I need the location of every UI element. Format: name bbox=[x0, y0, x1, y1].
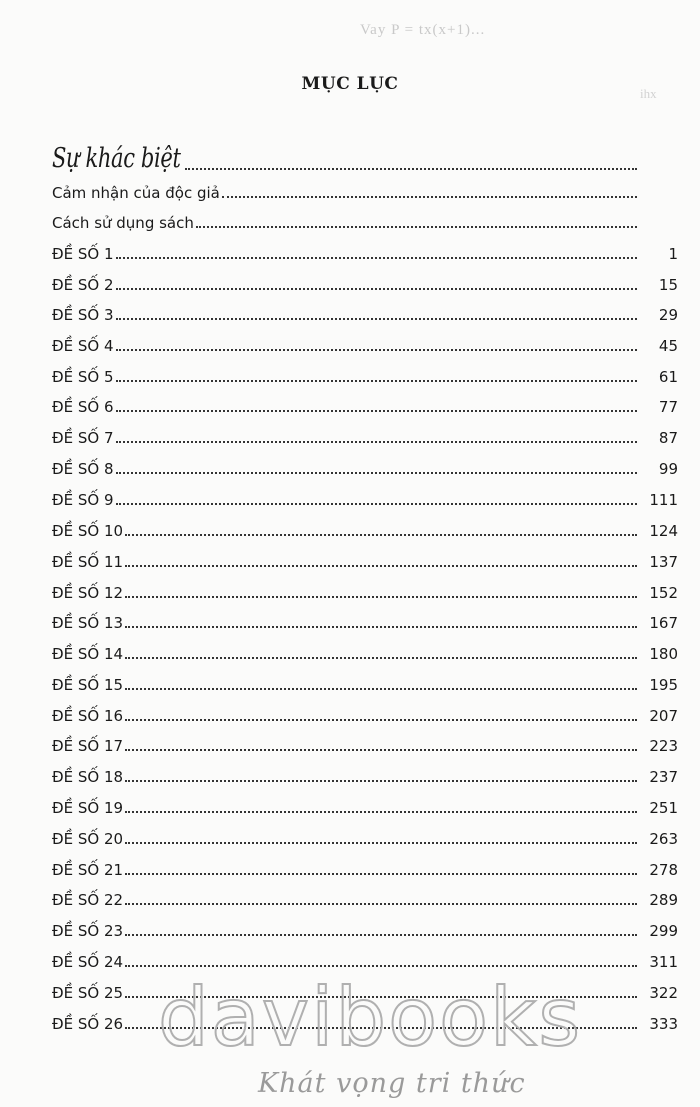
toc-leader-dots bbox=[125, 533, 637, 536]
toc-entry-page: 207 bbox=[649, 707, 678, 725]
toc-leader-dots bbox=[116, 256, 637, 259]
toc-entry-label: ĐỀ SỐ 17 bbox=[52, 737, 124, 755]
toc-leader-dots bbox=[116, 348, 637, 351]
toc-leader-dots bbox=[116, 471, 637, 474]
toc-leader-dots bbox=[125, 779, 637, 782]
toc-entry-page: 77 bbox=[658, 398, 678, 416]
toc-entry-page: 251 bbox=[649, 799, 678, 817]
toc-entry-de-1[interactable] bbox=[52, 237, 678, 263]
toc-entry-de-6[interactable] bbox=[52, 390, 678, 416]
toc-entry-page: 299 bbox=[649, 922, 678, 940]
toc-entry-label: Sự khác biệt bbox=[52, 143, 181, 174]
toc-entry-label: ĐỀ SỐ 19 bbox=[52, 799, 124, 817]
toc-entry-de-4[interactable] bbox=[52, 329, 678, 355]
toc-leader-dots bbox=[116, 317, 637, 320]
toc-entry-de-8[interactable] bbox=[52, 452, 678, 478]
toc-entry-de-2[interactable] bbox=[52, 268, 678, 294]
toc-leader-dots bbox=[125, 902, 637, 905]
toc-entry-page: 278 bbox=[649, 861, 678, 879]
toc-entry-page: 322 bbox=[649, 984, 678, 1002]
page-title: MỤC LỤC bbox=[301, 74, 399, 94]
toc-entry-page: 289 bbox=[649, 891, 678, 909]
toc-entry-de-13[interactable] bbox=[52, 606, 678, 632]
toc-leader-dots bbox=[125, 595, 637, 598]
toc-entry-de-17[interactable] bbox=[52, 729, 678, 755]
toc-entry-label: Cảm nhận của độc giả bbox=[52, 184, 220, 202]
toc-leader-dots bbox=[125, 625, 637, 628]
toc-entry-page: 223 bbox=[649, 737, 678, 755]
toc-entry-de-9[interactable] bbox=[52, 483, 678, 509]
toc-entry-label: ĐỀ SỐ 12 bbox=[52, 584, 124, 602]
toc-entry-de-11[interactable] bbox=[52, 545, 678, 571]
toc-entry-page: 61 bbox=[658, 368, 678, 386]
toc-leader-dots bbox=[185, 167, 637, 170]
toc-leader-dots bbox=[125, 564, 637, 567]
toc-leader-dots bbox=[125, 810, 637, 813]
toc-entry-page: 311 bbox=[649, 953, 678, 971]
toc-entry-page: 1 bbox=[668, 245, 678, 263]
toc-leader-dots bbox=[116, 502, 637, 505]
toc-leader-dots bbox=[116, 287, 637, 290]
toc-entry-de-23[interactable] bbox=[52, 914, 678, 940]
toc-entry-page: 99 bbox=[658, 460, 678, 478]
toc-leader-dots bbox=[116, 440, 637, 443]
toc-entry-page: 15 bbox=[658, 276, 678, 294]
bleed-through-text-2: ihx bbox=[640, 86, 657, 101]
watermark-logo: davibooks bbox=[158, 971, 583, 1064]
toc-entry-label: ĐỀ SỐ 18 bbox=[52, 768, 124, 786]
toc-leader-dots bbox=[125, 748, 637, 751]
toc-entry-label: ĐỀ SỐ 22 bbox=[52, 891, 124, 909]
toc-entry-label: ĐỀ SỐ 15 bbox=[52, 676, 124, 694]
toc-entry-label: ĐỀ SỐ 11 bbox=[52, 553, 124, 571]
toc-entry-page: 111 bbox=[649, 491, 678, 509]
toc-entry-label: ĐỀ SỐ 7 bbox=[52, 429, 114, 447]
toc-leader-dots bbox=[125, 933, 637, 936]
toc-entry-label: ĐỀ SỐ 24 bbox=[52, 953, 124, 971]
toc-entry-label: ĐỀ SỐ 3 bbox=[52, 306, 114, 324]
toc-leader-dots bbox=[125, 964, 637, 967]
toc-entry-label: ĐỀ SỐ 8 bbox=[52, 460, 114, 478]
toc-entry-page: 263 bbox=[649, 830, 678, 848]
toc-entry-de-19[interactable] bbox=[52, 791, 678, 817]
toc-entry-label: ĐỀ SỐ 16 bbox=[52, 707, 124, 725]
bleed-through-text: Vay P = tx(x+1)... bbox=[360, 22, 486, 38]
toc-leader-dots bbox=[125, 687, 637, 690]
toc-leader-dots bbox=[125, 656, 637, 659]
toc-entry-label: ĐỀ SỐ 9 bbox=[52, 491, 114, 509]
toc-entry-page: 333 bbox=[649, 1015, 678, 1033]
toc-entry-label: ĐỀ SỐ 2 bbox=[52, 276, 114, 294]
toc-entry-de-12[interactable] bbox=[52, 576, 678, 602]
toc-entry-page: 29 bbox=[658, 306, 678, 324]
toc-entry-label: ĐỀ SỐ 4 bbox=[52, 337, 114, 355]
toc-leader-dots bbox=[222, 195, 637, 198]
toc-entry-de-22[interactable] bbox=[52, 883, 678, 909]
toc-entry-de-7[interactable] bbox=[52, 421, 678, 447]
toc-entry-de-15[interactable] bbox=[52, 668, 678, 694]
toc-entry-de-20[interactable] bbox=[52, 822, 678, 848]
toc-entry-de-3[interactable] bbox=[52, 298, 678, 324]
toc-entry-label: ĐỀ SỐ 26 bbox=[52, 1015, 124, 1033]
toc-entry-page: 137 bbox=[649, 553, 678, 571]
toc-entry-label: ĐỀ SỐ 14 bbox=[52, 645, 124, 663]
toc-entry-label: ĐỀ SỐ 21 bbox=[52, 861, 124, 879]
toc-entry-label: ĐỀ SỐ 5 bbox=[52, 368, 114, 386]
toc-entry-cach-su-dung[interactable] bbox=[52, 206, 678, 232]
toc-entry-de-10[interactable] bbox=[52, 514, 678, 540]
toc-leader-dots bbox=[125, 718, 637, 721]
toc-entry-de-14[interactable] bbox=[52, 637, 678, 663]
toc-entry-page: 167 bbox=[649, 614, 678, 632]
toc-entry-page: 152 bbox=[649, 584, 678, 602]
toc-entry-su-khac-biet[interactable] bbox=[52, 142, 678, 174]
toc-entry-page: 180 bbox=[649, 645, 678, 663]
toc-entry-page: 45 bbox=[658, 337, 678, 355]
toc-entry-label: ĐỀ SỐ 10 bbox=[52, 522, 124, 540]
toc-entry-page: 87 bbox=[658, 429, 678, 447]
toc-entry-label: ĐỀ SỐ 6 bbox=[52, 398, 114, 416]
toc-entry-de-5[interactable] bbox=[52, 360, 678, 386]
toc-entry-page: 195 bbox=[649, 676, 678, 694]
toc-leader-dots bbox=[125, 841, 637, 844]
toc-entry-label: ĐỀ SỐ 25 bbox=[52, 984, 124, 1002]
toc-entry-label: ĐỀ SỐ 20 bbox=[52, 830, 124, 848]
toc-entry-label: ĐỀ SỐ 1 bbox=[52, 245, 114, 263]
toc-entry-de-16[interactable] bbox=[52, 699, 678, 725]
toc-leader-dots bbox=[125, 872, 637, 875]
toc-entry-de-21[interactable] bbox=[52, 853, 678, 879]
toc-entry-de-18[interactable] bbox=[52, 760, 678, 786]
toc-leader-dots bbox=[116, 379, 637, 382]
toc-leader-dots bbox=[116, 409, 637, 412]
toc-entry-cam-nhan[interactable] bbox=[52, 176, 678, 202]
watermark-tagline: Khát vọng tri thức bbox=[258, 1068, 526, 1099]
toc-entry-page: 237 bbox=[649, 768, 678, 786]
toc-entry-de-24[interactable] bbox=[52, 945, 678, 971]
toc-entry-label: ĐỀ SỐ 23 bbox=[52, 922, 124, 940]
toc-entry-label: Cách sử dụng sách bbox=[52, 214, 194, 232]
toc-entry-label: ĐỀ SỐ 13 bbox=[52, 614, 124, 632]
toc-leader-dots bbox=[196, 225, 637, 228]
toc-entry-page: 124 bbox=[649, 522, 678, 540]
